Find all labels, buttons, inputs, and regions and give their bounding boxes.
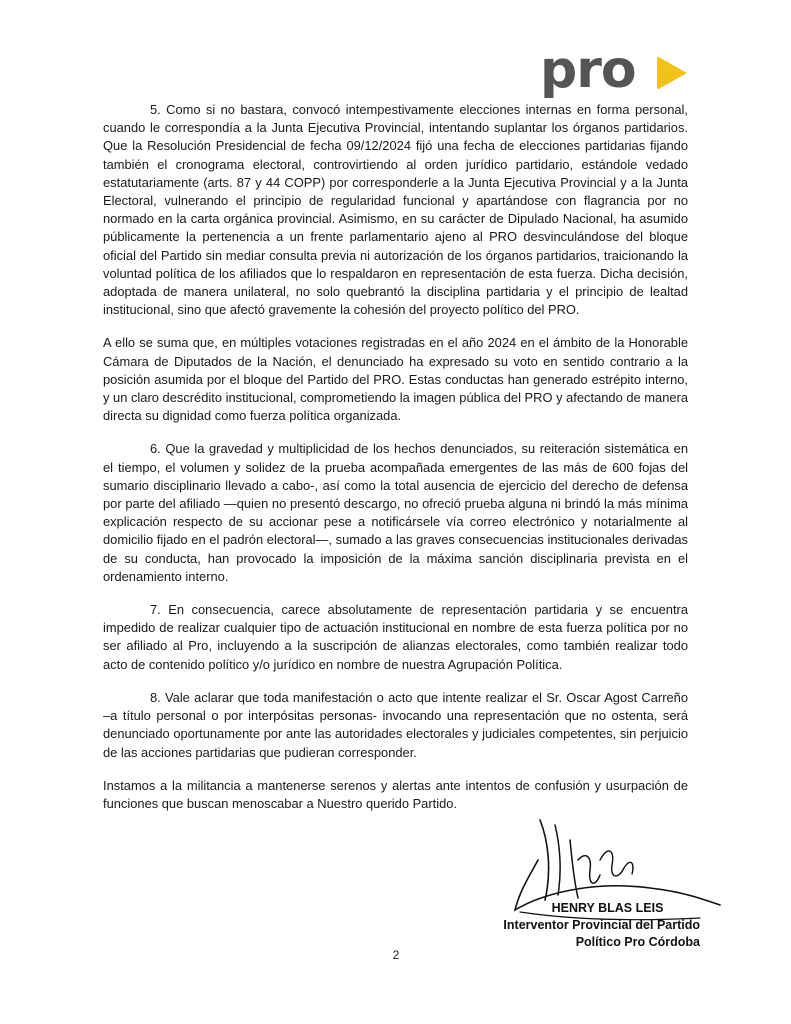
paragraph-8: 8. Vale aclarar que toda manifestación o acto que intente realizar el Sr. Oscar Agost Carreño –a título personal o por interpósitas personas- invocando una representación que no ostenta, será denunciado oportunamente por ante las autoridades electorales y judiciales competentes, sin perjuicio de las acciones partidarias que pudieran corresponder. [103,689,688,760]
page-number: 2 [392,948,400,962]
paragraph-5: 5. Como si no bastara, convocó intempestivamente elecciones internas en forma personal, cuando le correspondía a la Junta Ejecutiva Provincial, intentando suplantar los órganos partidarios. Que la Resolución Presidencial de fecha 09/12/2024 fijó una fecha de elecciones partidarias fijando también el cronograma electoral, controvirtiendo al orden jurídico partidario, estándole vedado estatutariamente (arts. 87 y 44 COPP) por corresponderle a la Junta Ejecutiva Provincial y a la Junta Electoral, vulnerando el principio de regularidad funcional y apartándose con flagrancia por no normado en la carta orgánica provincial. Asimismo, en su carácter de Dipulado Nacional, ha asumido públicamente la pertenencia a un frente parlamentario ajeno al PRO desvinculándose del bloque oficial del Partido sin mediar consulta previa ni autorización de los órganos partidarios, traicionando la voluntad política de los afiliados que lo respaldaron en representación de esta fuerza. Dicha decisión, adoptada de manera unilateral, no solo quebrantó la disciplina partidaria y el principio de lealtad institucional, sino que afectó gravemente la cohesión del proyecto político del PRO. [103,102,688,318]
play-arrow-icon [657,56,687,90]
pro-logo [540,40,695,105]
paragraph-6: 6. Que la gravedad y multiplicidad de los hechos denunciados, su reiteración sistemática en el tiempo, el volumen y solidez de la prueba acompañada emergentes de las más de 600 fojas del sumario disciplinario llevado a cabo-, así como la total ausencia de ejercicio del derecho de defensa por parte del afiliado —quien no presentó descargo, no ofreció prueba alguna ni brindó la más mínima explicación respecto de su accionar pese a notificársele vía correo electrónico y notarialmente al domicilio fijado en el padrón electoral—, sumado a las graves consecuencias institucionales derivadas de su conducta, han provocado la imposición de la máxima sanción disciplinaria prevista en el ordenamiento interno. [103,441,688,584]
signer-name: HENRY BLAS LEIS [551,901,664,915]
paragraph-7: 7. En consecuencia, carece absolutamente de representación partidaria y se encuentra impedido de realizar cualquier tipo de actuación institucional en nombre de esta fuerza política por no ser afiliado al Pro, incluyendo a la suscripción de alianzas electorales, como también realizar todo acto de contenido político y/o jurídico en nombre de nuestra Agrupación Política. [103,602,688,672]
signer-title-2: Político Pro Córdoba [575,935,700,949]
logo-wordmark: pro [540,40,636,100]
paragraph-closing: Instamos a la militancia a mantenerse serenos y alertas ante intentos de confusión y usurpación de funciones que buscan menoscabar a Nuestro querido Partido. [103,777,688,811]
paragraph-votaciones: A ello se suma que, en múltiples votaciones registradas en el año 2024 en el ámbito de la Honorable Cámara de Diputados de la Nación, el denunciado ha expresado su voto en sentido contrario a la posición asumida por el bloque del Partido del PRO. Estas conductas han generado estrépito interno, y un claro descrédito institucional, comprometiendo la imagen pública del PRO y afectando de manera directa su dignidad como fuerza política organizada. [103,335,688,424]
signer-title: Interventor Provincial del Partido [503,918,700,932]
document-body [103,101,688,828]
signer-block [460,900,700,951]
